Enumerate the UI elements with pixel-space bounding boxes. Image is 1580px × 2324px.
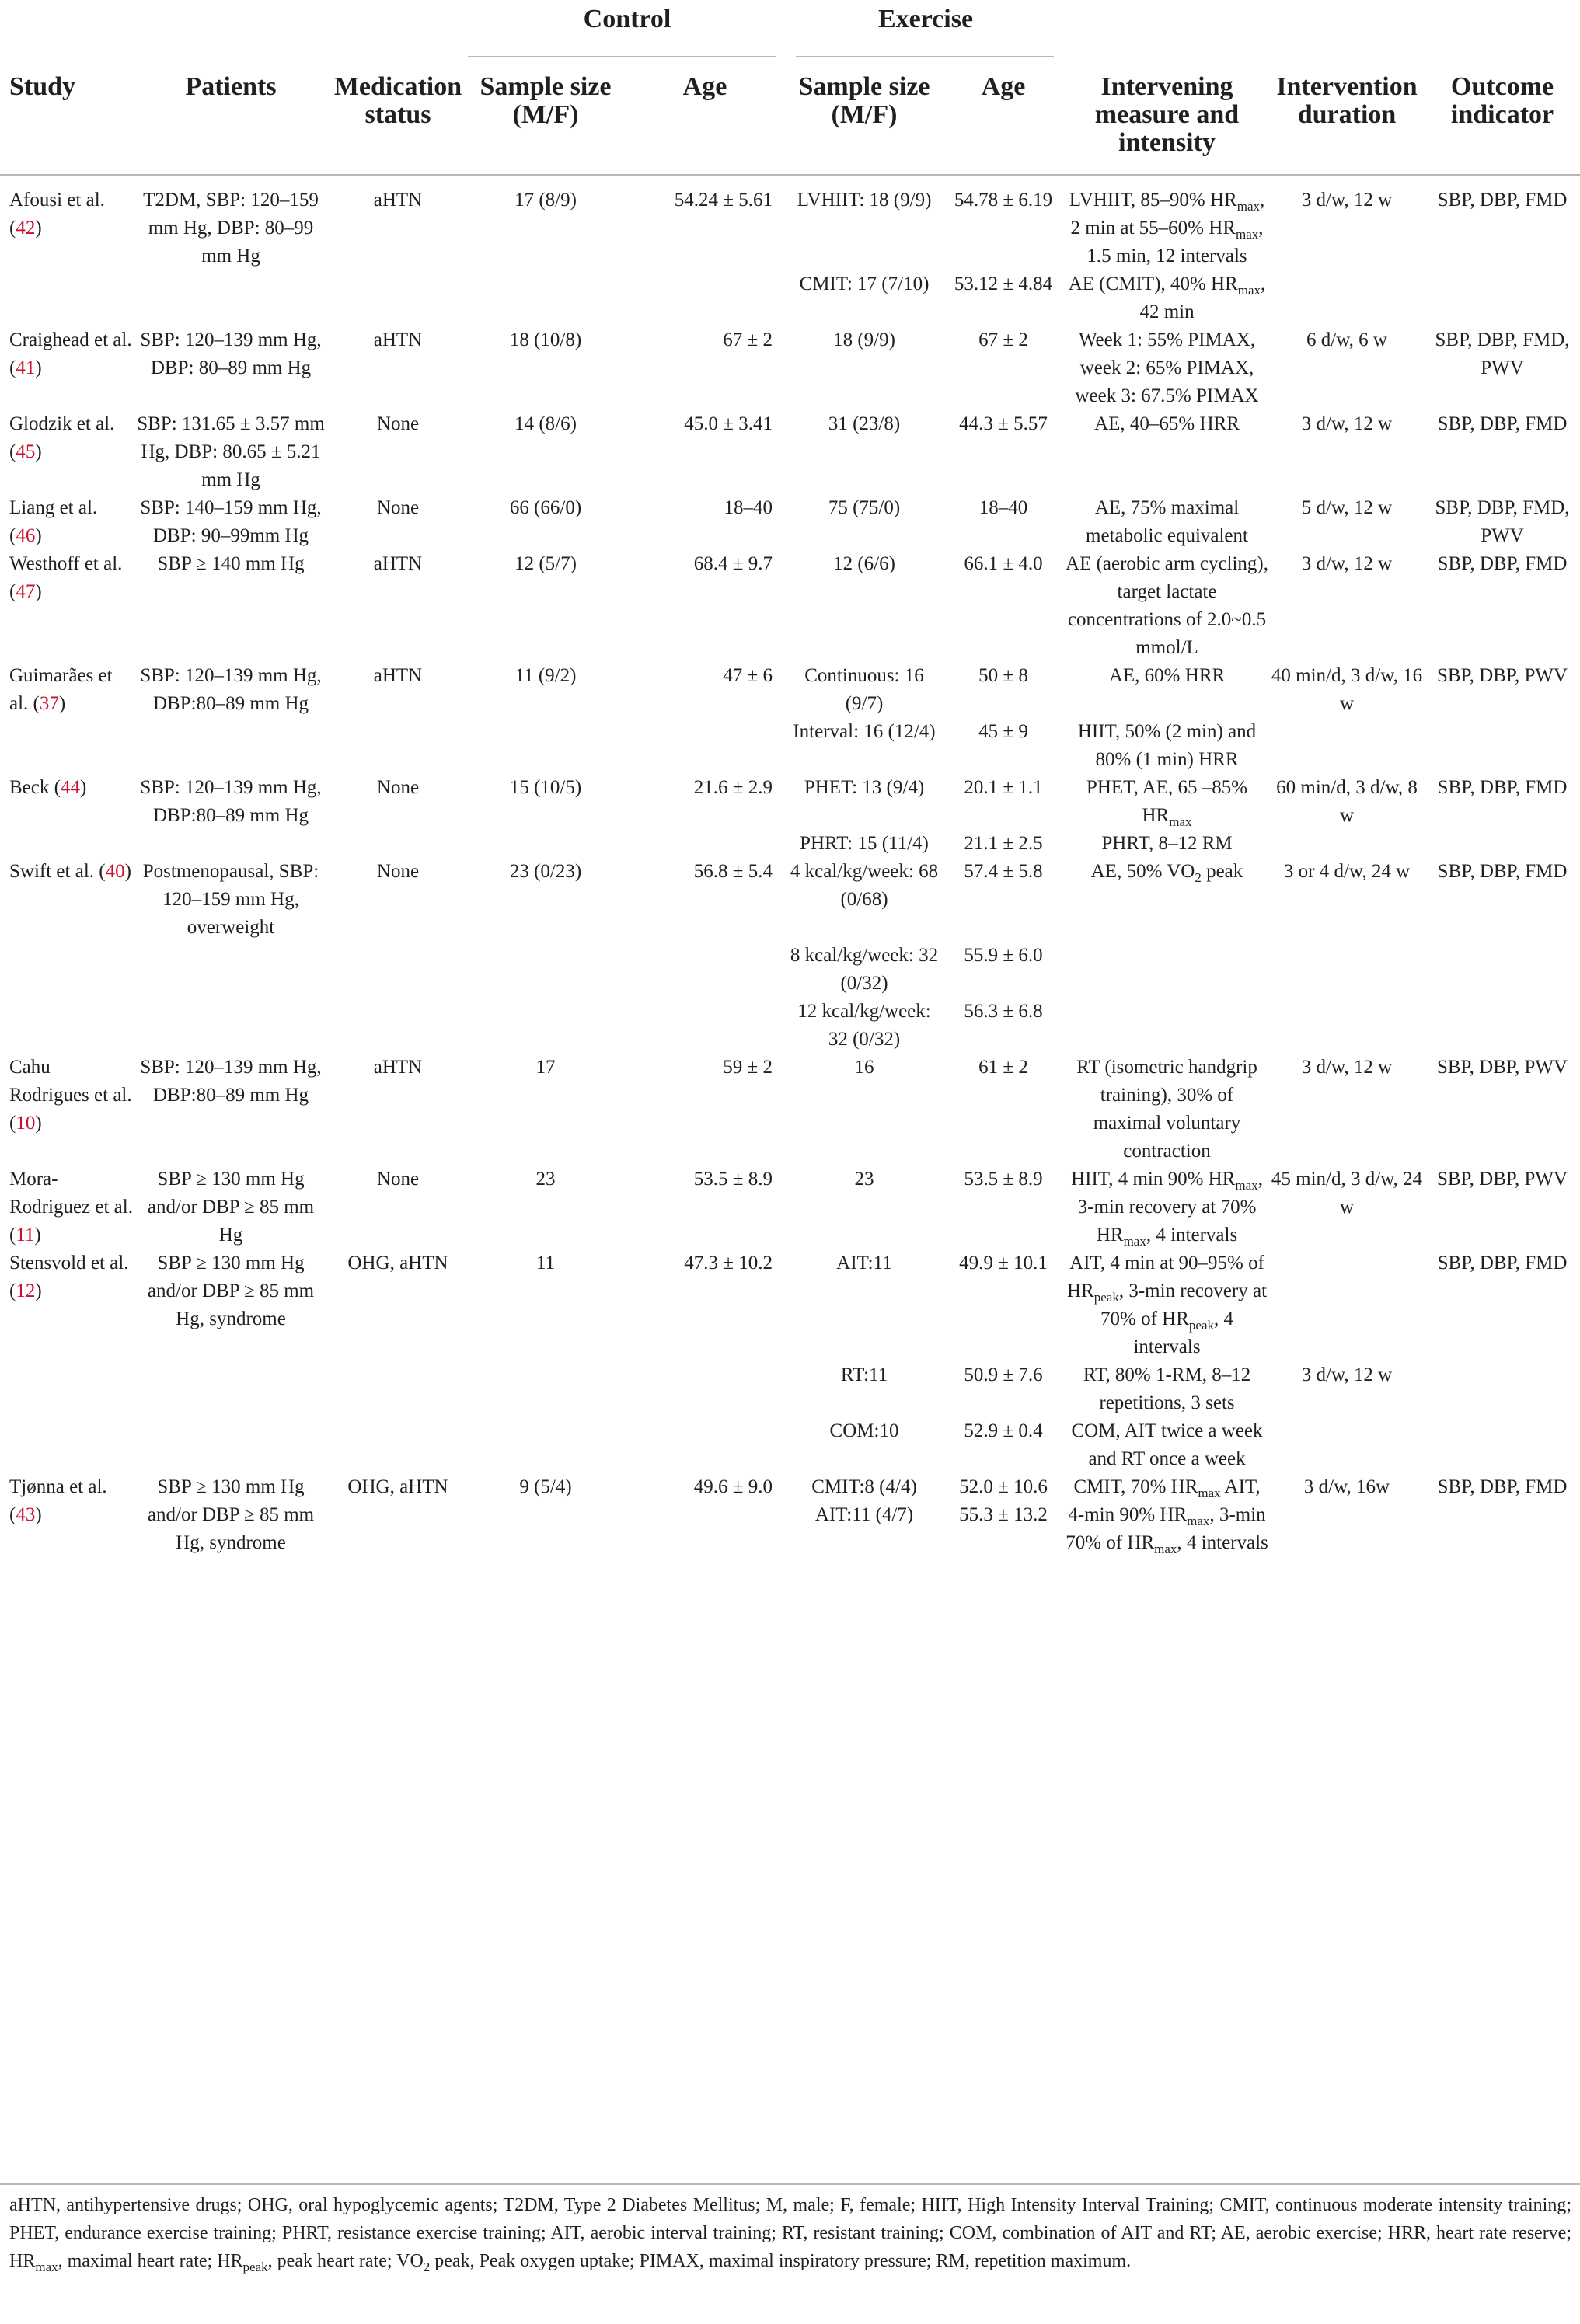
table-row: [0, 1417, 1580, 1473]
table-row: [0, 270, 1580, 326]
cell-exercise-sample: Continuous: 16 (9/7): [804, 665, 924, 714]
col-header-control-sample: Sample size (M/F): [468, 57, 623, 175]
cell-study: [0, 942, 134, 998]
cell-control-sample: [468, 942, 623, 998]
cell-medication: None: [376, 413, 420, 434]
cell-control-sample: 18 (10/8): [509, 329, 582, 350]
cell-control-sample: 11 (9/2): [514, 665, 577, 686]
cell-control-age: 21.6 ± 2.9: [693, 777, 773, 798]
reference-link[interactable]: 42: [16, 218, 36, 239]
table-row: [0, 774, 1580, 830]
cell-outcome: [1425, 1361, 1580, 1417]
cell-outcome: [1425, 830, 1580, 858]
cell-exercise-sample: 31 (23/8): [828, 413, 901, 434]
cell-study: Tjønna et al. (43): [9, 1476, 107, 1525]
cell-exercise-age: 55.9 ± 6.0: [964, 945, 1043, 966]
cell-duration: 60 min/d, 3 d/w, 8 w: [1276, 777, 1418, 826]
cell-control-sample: 14 (8/6): [514, 413, 577, 434]
cell-measure: PHET, AE, 65 –85% $HR_{max}$: [1086, 777, 1248, 829]
cell-measure: AE, 60% HRR: [1108, 665, 1226, 686]
cell-exercise-sample: 8 kcal/kg/week: 32 (0/32): [790, 945, 939, 994]
cell-patients: SBP ≥ 140 mm Hg: [157, 553, 305, 574]
cell-control-age: 45.0 ± 3.41: [684, 413, 773, 434]
cell-exercise-age: 53.12 ± 4.84: [954, 274, 1053, 294]
study-name: Beck: [9, 777, 50, 798]
table-row: [0, 1473, 1580, 1557]
cell-patients: SBP: 120–139 mm Hg, DBP:80–89 mm Hg: [140, 777, 322, 826]
cell-control-age: 68.4 ± 9.7: [693, 553, 773, 574]
cell-control-sample: 11: [535, 1253, 556, 1273]
cell-duration: [1269, 1417, 1425, 1473]
cell-exercise-sample: CMIT: 17 (7/10): [799, 274, 930, 294]
cell-exercise-age: 57.4 ± 5.8: [964, 861, 1043, 882]
cell-measure: CMIT, 70% $HR_{max}$ AIT, 4-min 90% $HR_{max}$, 3-min 70% of $HR_{max}$, 4 intervals: [1066, 1476, 1268, 1556]
cell-control-age: [623, 830, 787, 858]
cell-control-sample: 17: [535, 1057, 556, 1078]
cell-exercise-age: 44.3 ± 5.57: [959, 413, 1048, 434]
cell-exercise-age: 52.0 ± 10.6 55.3 ± 13.2: [959, 1476, 1048, 1525]
cell-control-age: [623, 718, 787, 774]
cell-medication: [328, 718, 468, 774]
cell-outcome: [1425, 1417, 1580, 1473]
cell-measure: [1065, 998, 1269, 1054]
reference-link[interactable]: 10: [16, 1113, 36, 1134]
cell-medication: [328, 830, 468, 858]
cell-control-sample: 23: [535, 1169, 556, 1190]
group-header-exercise: [787, 0, 1065, 57]
cell-duration: 45 min/d, 3 d/w, 24 w: [1271, 1169, 1423, 1218]
col-header-patients: Patients: [134, 57, 328, 175]
footnote-rule: [0, 2183, 1580, 2185]
cell-control-age: [623, 1417, 787, 1473]
cell-duration: 6 d/w, 6 w: [1306, 329, 1387, 350]
cell-duration: 5 d/w, 12 w: [1301, 497, 1393, 518]
cell-outcome: SBP, DBP, FMD: [1437, 1253, 1568, 1273]
study-name: Cahu Rodrigues et al.: [9, 1057, 132, 1106]
table-row: [0, 830, 1580, 858]
table-row: [0, 1165, 1580, 1249]
cell-measure: AE, 40–65% HRR: [1094, 413, 1240, 434]
cell-measure: RT, 80% 1-RM, 8–12 repetitions, 3 sets: [1083, 1364, 1251, 1413]
cell-exercise-age: 20.1 ± 1.1: [964, 777, 1043, 798]
cell-study: Stensvold et al. (12): [9, 1253, 129, 1301]
cell-medication: OHG, aHTN: [347, 1476, 448, 1497]
study-name: Liang et al.: [9, 497, 98, 518]
cell-exercise-age: 56.3 ± 6.8: [964, 1001, 1043, 1022]
group-header-exercise-label: Exercise: [877, 5, 974, 33]
cell-duration: 3 d/w, 12 w: [1301, 553, 1393, 574]
cell-medication: [328, 998, 468, 1054]
cell-measure: COM, AIT twice a week and RT once a week: [1071, 1420, 1263, 1469]
cell-exercise-sample: 75 (75/0): [828, 497, 901, 518]
cell-study: Cahu Rodrigues et al. (10): [9, 1057, 132, 1134]
cell-medication: None: [376, 861, 420, 882]
study-name: Glodzik et al.: [9, 413, 115, 434]
cell-duration: 3 or 4 d/w, 24 w: [1283, 861, 1411, 882]
cell-medication: aHTN: [373, 329, 423, 350]
cell-study: Guimarães et al. (37): [9, 665, 113, 714]
col-header-medication: Medication status: [328, 57, 468, 175]
col-header-control-age: Age: [623, 57, 787, 175]
cell-measure: HIIT, 50% (2 min) and 80% (1 min) HRR: [1077, 721, 1257, 770]
col-header-exercise-age: Age: [942, 57, 1065, 175]
cell-exercise-age: 18–40: [978, 497, 1028, 518]
cell-outcome: SBP, DBP, PWV: [1436, 1057, 1568, 1078]
table-row: [0, 998, 1580, 1054]
cell-exercise-age: 50 ± 8: [978, 665, 1028, 686]
cell-outcome: SBP, DBP, FMD: [1437, 861, 1568, 882]
cell-exercise-sample: PHET: 13 (9/4): [804, 777, 925, 798]
cell-exercise-sample: 16: [854, 1057, 874, 1078]
cell-medication: [328, 270, 468, 326]
table-row: [0, 1054, 1580, 1165]
cell-study: Glodzik et al. (45): [9, 413, 115, 462]
table-row: [0, 718, 1580, 774]
col-header-duration: Intervention duration: [1269, 57, 1425, 175]
cell-control-age: 47.3 ± 10.2: [684, 1253, 773, 1273]
cell-medication: aHTN: [373, 190, 423, 211]
table-row: [0, 175, 1580, 270]
cell-exercise-age: 53.5 ± 8.9: [964, 1169, 1043, 1190]
cell-study: [0, 830, 134, 858]
cell-outcome: SBP, DBP, FMD: [1437, 190, 1568, 211]
cell-exercise-sample: LVHIIT: 18 (9/9): [797, 190, 932, 211]
cell-study: Swift et al. (40): [9, 861, 131, 882]
cell-duration: 3 d/w, 16w: [1303, 1476, 1390, 1497]
cell-patients: SBP: 120–139 mm Hg, DBP:80–89 mm Hg: [140, 665, 322, 714]
reference-link[interactable]: 45: [16, 441, 36, 462]
cell-study: Liang et al. (46): [9, 497, 98, 546]
cell-control-age: [623, 270, 787, 326]
reference-link[interactable]: 12: [16, 1280, 36, 1301]
cell-control-sample: [468, 1417, 623, 1473]
col-header-study: Study: [0, 57, 134, 175]
cell-outcome: [1425, 270, 1580, 326]
cell-control-age: 56.8 ± 5.4: [693, 861, 773, 882]
study-name: Afousi et al.: [9, 190, 105, 211]
cell-medication: [328, 1361, 468, 1417]
cell-duration: 3 d/w, 12 w: [1301, 413, 1393, 434]
reference-link[interactable]: 44: [60, 777, 80, 798]
cell-exercise-age: 67 ± 2: [978, 329, 1028, 350]
cell-exercise-age: 49.9 ± 10.1: [959, 1253, 1048, 1273]
cell-measure: PHRT, 8–12 RM: [1101, 833, 1233, 854]
cell-exercise-age: 45 ± 9: [978, 721, 1028, 742]
cell-control-age: [623, 942, 787, 998]
cell-exercise-sample: CMIT:8 (4/4) AIT:11 (4/7): [811, 1476, 917, 1525]
cell-study: [0, 270, 134, 326]
cell-patients: [134, 1361, 328, 1417]
cell-exercise-age: 50.9 ± 7.6: [964, 1364, 1043, 1385]
col-header-exercise-sample: Sample size (M/F): [787, 57, 942, 175]
table-row: [0, 942, 1580, 998]
cell-exercise-age: 61 ± 2: [978, 1057, 1028, 1078]
cell-study: Westhoff et al. (47): [9, 553, 123, 602]
cell-control-sample: 66 (66/0): [509, 497, 582, 518]
cell-exercise-sample: AIT:11: [836, 1253, 892, 1273]
cell-exercise-sample: 23: [854, 1169, 874, 1190]
cell-measure: AE (aerobic arm cycling), target lactate concentrations of 2.0~0.5 mmol/L: [1066, 553, 1269, 658]
cell-outcome: [1425, 718, 1580, 774]
cell-medication: None: [376, 777, 420, 798]
cell-medication: aHTN: [373, 553, 423, 574]
cell-duration: [1269, 830, 1425, 858]
table-footnote: aHTN, antihypertensive drugs; OHG, oral hypoglycemic agents; T2DM, Type 2 Diabetes Mellitus; M, male; F, female; HIIT, High Intensity Interval Training; CMIT, continuous moderate intensity training; PHET, endurance exercise training; PHRT, resistance exercise training; AIT, aerobic interval training; RT, resistant training; COM, combination of AIT and RT; AE, aerobic exercise; HRR, heart rate reserve; $HR_{max}$, maximal heart rate; $HR_{peak}$, peak heart rate; $VO_2$ peak, Peak oxygen uptake; PIMAX, maximal inspiratory pressure; RM, repetition maximum.: [9, 2195, 1571, 2274]
table-row: [0, 494, 1580, 550]
cell-measure: AE (CMIT), 40% $HR_{max}$, 42 min: [1068, 274, 1266, 322]
cell-exercise-age: 52.9 ± 0.4: [964, 1420, 1043, 1441]
cell-exercise-sample: 4 kcal/kg/week: 68 (0/68): [790, 861, 939, 910]
cell-patients: SBP: 120–139 mm Hg, DBP: 80–89 mm Hg: [140, 329, 322, 378]
cell-measure: [1065, 942, 1269, 998]
cell-exercise-sample: RT:11: [840, 1364, 888, 1385]
cell-patients: SBP ≥ 130 mm Hg and/or DBP ≥ 85 mm Hg: [147, 1169, 315, 1246]
cell-duration: [1269, 998, 1425, 1054]
cell-control-sample: [468, 270, 623, 326]
cell-control-sample: 17 (8/9): [514, 190, 577, 211]
cell-control-sample: [468, 998, 623, 1054]
cell-study: [0, 1417, 134, 1473]
cell-medication: aHTN: [373, 665, 423, 686]
table-body: [0, 175, 1580, 1557]
cell-duration: 40 min/d, 3 d/w, 16 w: [1271, 665, 1423, 714]
cell-duration: [1269, 942, 1425, 998]
table-row: [0, 550, 1580, 662]
cell-measure: AE, 50% $VO_2$ peak: [1090, 861, 1243, 885]
reference-link[interactable]: 47: [16, 581, 36, 602]
cell-measure: HIIT, 4 min 90% $HR_{max}$, 3-min recovery at 70% $HR_{max}$, 4 intervals: [1071, 1169, 1263, 1249]
cell-outcome: [1425, 998, 1580, 1054]
cell-patients: SBP: 131.65 ± 3.57 mm Hg, DBP: 80.65 ± 5.21 mm Hg: [137, 413, 325, 490]
cell-control-age: 53.5 ± 8.9: [693, 1169, 773, 1190]
cell-study: Craighead et al. (41): [9, 329, 132, 378]
cell-measure: RT (isometric handgrip training), 30% of maximal voluntary contraction: [1076, 1057, 1257, 1162]
cell-control-sample: [468, 718, 623, 774]
cell-measure: AE, 75% maximal metabolic equivalent: [1086, 497, 1248, 546]
study-name: Mora-Rodriguez et al.: [9, 1169, 133, 1218]
cell-patients: SBP: 140–159 mm Hg, DBP: 90–99mm Hg: [140, 497, 322, 546]
cell-control-age: 47 ± 6: [723, 665, 773, 686]
cell-control-sample: [468, 830, 623, 858]
cell-exercise-sample: PHRT: 15 (11/4): [800, 833, 929, 854]
cell-duration: [1269, 718, 1425, 774]
table-row: [0, 662, 1580, 718]
cell-control-age: [623, 1361, 787, 1417]
cell-control-age: 49.6 ± 9.0: [693, 1476, 773, 1497]
cell-exercise-sample: 12 (6/6): [833, 553, 895, 574]
table-row: [0, 326, 1580, 410]
cell-measure: AIT, 4 min at 90–95% of $HR_{peak}$, 3-min recovery at 70% of $HR_{peak}$, 4 intervals: [1067, 1253, 1268, 1357]
cell-exercise-sample: Interval: 16 (12/4): [793, 721, 936, 742]
cell-medication: [328, 1417, 468, 1473]
reference-link[interactable]: 41: [16, 357, 36, 378]
cell-control-sample: 15 (10/5): [509, 777, 582, 798]
cell-outcome: SBP, DBP, FMD: [1437, 413, 1568, 434]
cell-measure: Week 1: 55% PIMAX, week 2: 65% PIMAX, week 3: 67.5% PIMAX: [1075, 329, 1259, 406]
cell-exercise-age: 21.1 ± 2.5: [964, 833, 1043, 854]
cell-control-age: [623, 998, 787, 1054]
cell-study: Beck (44): [9, 777, 87, 798]
study-name: Craighead et al.: [9, 329, 132, 350]
cell-patients: SBP: 120–139 mm Hg, DBP:80–89 mm Hg: [140, 1057, 322, 1106]
cell-study: Afousi et al. (42): [9, 190, 105, 239]
cell-patients: Postmenopausal, SBP: 120–159 mm Hg, overweight: [142, 861, 319, 938]
reference-link[interactable]: 37: [39, 693, 59, 714]
cell-outcome: [1425, 942, 1580, 998]
cell-outcome: SBP, DBP, FMD: [1437, 1476, 1568, 1497]
reference-link[interactable]: 11: [16, 1225, 35, 1246]
cell-medication: aHTN: [373, 1057, 423, 1078]
reference-link[interactable]: 40: [105, 861, 125, 882]
cell-study: Mora-Rodriguez et al. (11): [9, 1169, 133, 1246]
cell-control-age: 18–40: [724, 497, 773, 518]
cell-medication: None: [376, 497, 420, 518]
cell-patients: SBP ≥ 130 mm Hg and/or DBP ≥ 85 mm Hg, syndrome: [147, 1253, 315, 1329]
cell-control-age: 59 ± 2: [723, 1057, 773, 1078]
cell-duration: [1269, 270, 1425, 326]
study-name: Tjønna et al.: [9, 1476, 107, 1497]
cell-patients: [134, 270, 328, 326]
cell-control-age: 54.24 ± 5.61: [674, 190, 773, 211]
cell-patients: SBP ≥ 130 mm Hg and/or DBP ≥ 85 mm Hg, syndrome: [147, 1476, 315, 1553]
group-header-control: [468, 0, 787, 57]
table-row: [0, 410, 1580, 494]
cell-control-age: 67 ± 2: [723, 329, 773, 350]
cell-medication: [328, 942, 468, 998]
cell-duration: 3 d/w, 12 w: [1301, 1057, 1393, 1078]
cell-control-sample: 12 (5/7): [514, 553, 577, 574]
cell-patients: [134, 998, 328, 1054]
cell-study: [0, 998, 134, 1054]
cell-outcome: SBP, DBP, FMD: [1437, 553, 1568, 574]
cell-duration: 3 d/w, 12 w: [1301, 190, 1393, 211]
cell-outcome: SBP, DBP, PWV: [1436, 1169, 1568, 1190]
study-name: Swift et al.: [9, 861, 95, 882]
cell-control-sample: 23 (0/23): [509, 861, 582, 882]
study-name: Stensvold et al.: [9, 1253, 129, 1273]
cell-patients: [134, 1417, 328, 1473]
cell-measure: LVHIIT, 85–90% $HR_{max}$, 2 min at 55–60% $HR_{max}$, 1.5 min, 12 intervals: [1069, 190, 1265, 267]
table-row: [0, 1249, 1580, 1361]
cell-medication: OHG, aHTN: [347, 1253, 448, 1273]
cell-patients: [134, 942, 328, 998]
cell-outcome: SBP, DBP, FMD, PWV: [1435, 329, 1570, 378]
table-header: [0, 0, 1580, 175]
col-header-outcome: Outcome indicator: [1425, 57, 1580, 175]
cell-control-sample: 9 (5/4): [519, 1476, 572, 1497]
cell-exercise-sample: 18 (9/9): [833, 329, 895, 350]
study-name: Westhoff et al.: [9, 553, 123, 574]
cell-outcome: SBP, DBP, PWV: [1436, 665, 1568, 686]
group-header-control-label: Control: [583, 5, 671, 33]
cell-medication: None: [376, 1169, 420, 1190]
cell-study: [0, 1361, 134, 1417]
col-header-measure: Intervening measure and intensity: [1065, 57, 1269, 175]
cell-study: [0, 718, 134, 774]
cell-exercise-sample: COM:10: [829, 1420, 899, 1441]
reference-link[interactable]: 43: [16, 1504, 36, 1525]
cell-outcome: SBP, DBP, FMD, PWV: [1435, 497, 1570, 546]
cell-duration: [1269, 1249, 1425, 1361]
cell-patients: [134, 718, 328, 774]
cell-outcome: SBP, DBP, FMD: [1437, 777, 1568, 798]
table-row: [0, 1361, 1580, 1417]
group-rule-control: [468, 39, 776, 57]
table-row: [0, 858, 1580, 942]
cell-exercise-sample: 12 kcal/kg/week: 32 (0/32): [797, 1001, 931, 1050]
cell-duration: 3 d/w, 12 w: [1301, 1364, 1393, 1385]
cell-control-sample: [468, 1361, 623, 1417]
group-rule-exercise: [796, 39, 1054, 57]
cell-exercise-age: 54.78 ± 6.19: [954, 190, 1053, 211]
study-name: Guimarães et al.: [9, 665, 113, 714]
cell-patients: T2DM, SBP: 120–159 mm Hg, DBP: 80–99 mm Hg: [143, 190, 319, 267]
reference-link[interactable]: 46: [16, 525, 36, 546]
cell-exercise-age: 66.1 ± 4.0: [964, 553, 1043, 574]
cell-patients: [134, 830, 328, 858]
